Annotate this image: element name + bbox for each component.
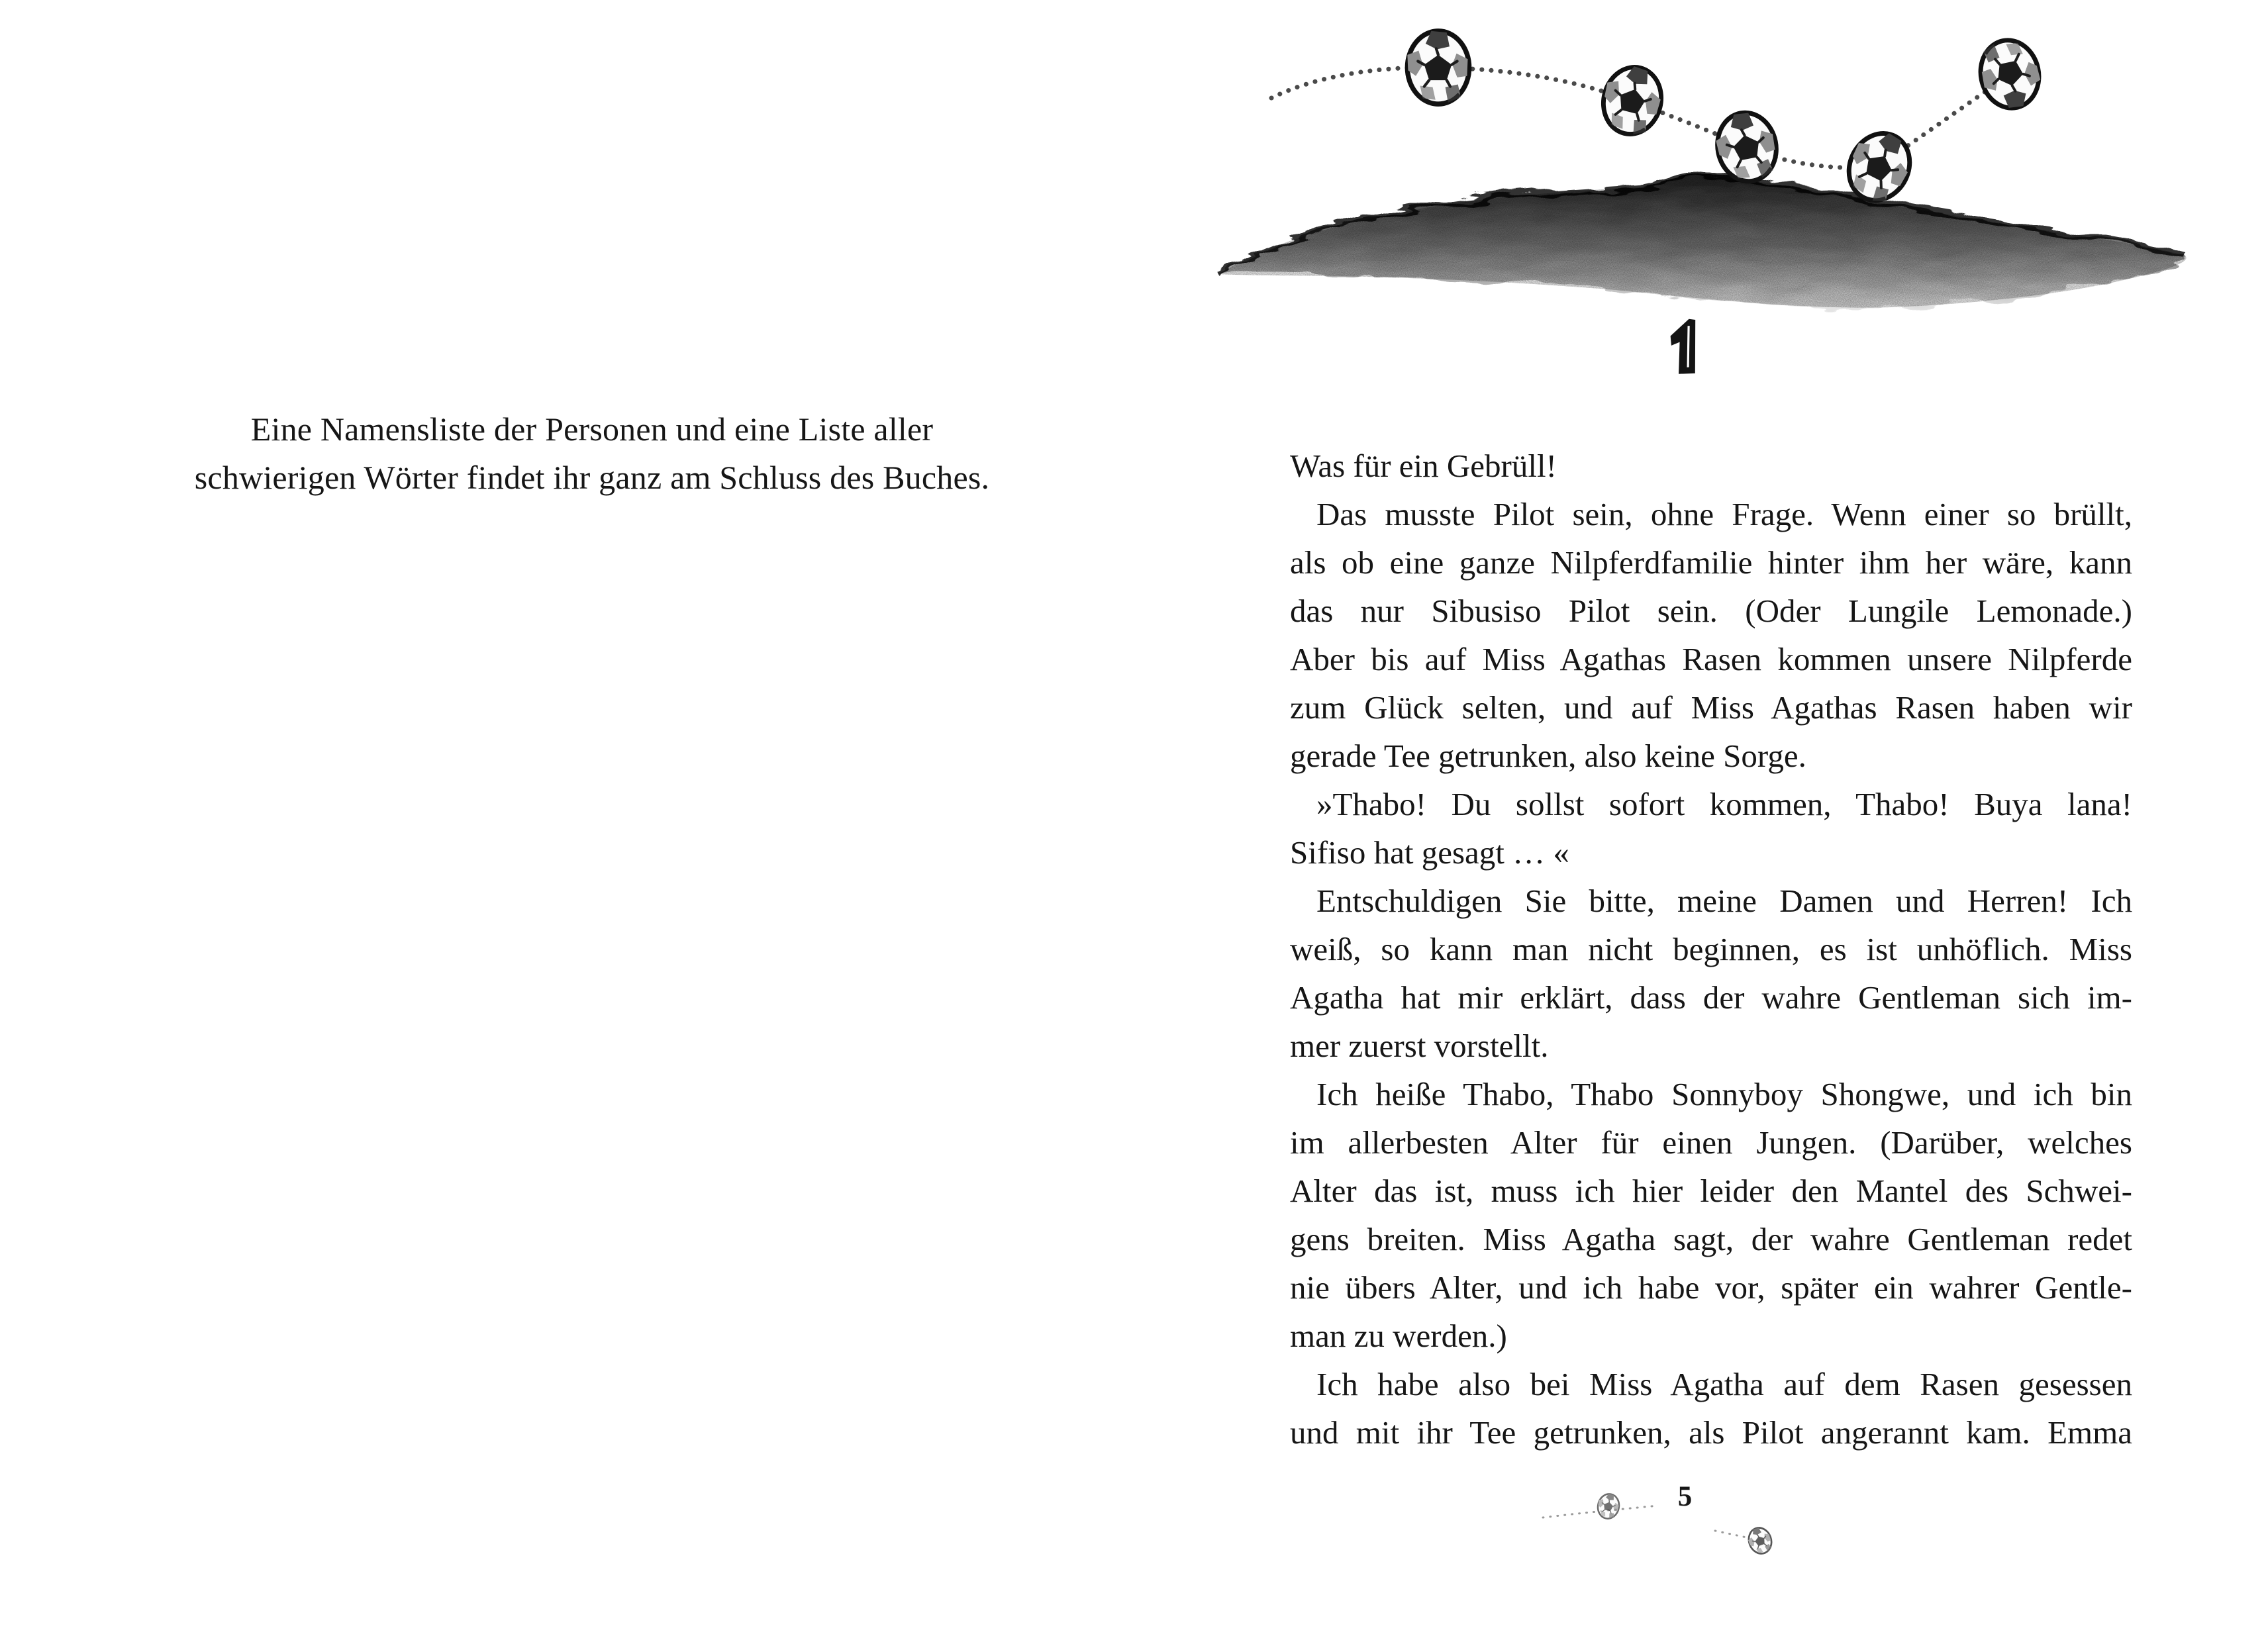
chapter-text	[1290, 442, 2132, 1457]
text-line: Eine Namensliste der Personen und eine Liste aller	[250, 410, 934, 448]
paragraph	[1290, 780, 2132, 877]
paragraph	[1290, 490, 2132, 780]
page-number: 5	[1677, 1481, 1693, 1512]
small-soccer-ball-icon	[1746, 1525, 1775, 1557]
text-line: als ob eine ganze Nilpferdfamilie hinter ihm her wäre, kann	[1290, 544, 2132, 581]
text-line: und mit ihr Tee getrunken, als Pilot angerannt kam. Emma	[1290, 1414, 2132, 1451]
text-line: gens breiten. Miss Agatha sagt, der wahre Gentleman redet	[1290, 1221, 2132, 1257]
text-line: im allerbesten Alter für einen Jungen. (Darüber, welches	[1290, 1124, 2132, 1161]
text-line: Das musste Pilot sein, ohne Frage. Wenn einer so brüllt,	[1316, 496, 2132, 532]
text-line: nie übers Alter, und ich habe vor, später ein wahrer Gentle-	[1290, 1269, 2132, 1306]
soccer-ball-icon	[1975, 35, 2046, 114]
text-line: Was für ein Gebrüll!	[1290, 448, 1557, 484]
text-line: »Thabo! Du sollst sofort kommen, Thabo! Buya lana!	[1316, 786, 2132, 822]
small-soccer-ball-icon	[1596, 1492, 1622, 1520]
text-line: Entschuldigen Sie bitte, meine Damen und Herren! Ich	[1316, 883, 2132, 919]
text-line: zum Glück selten, und auf Miss Agathas Rasen haben wir	[1290, 689, 2132, 726]
soccer-ball-icon	[1597, 61, 1668, 140]
text-line: Ich habe also bei Miss Agatha auf dem Rasen gesessen	[1316, 1366, 2132, 1402]
text-line: Alter das ist, muss ich hier leider den Mantel des Schwei-	[1290, 1173, 2132, 1209]
text-line: mer zuerst vorstellt.	[1290, 1028, 1549, 1064]
soccer-ball-icon	[1407, 31, 1469, 104]
text-line: gerade Tee getrunken, also keine Sorge.	[1290, 738, 1806, 774]
paragraph	[1290, 1360, 2132, 1457]
text-line: schwierigen Wörter findet ihr ganz am Schluss des Buches.	[194, 459, 990, 496]
ink-wash-hill	[1218, 174, 2187, 308]
bouncing-soccer-balls-illustration	[1205, 0, 2265, 318]
text-line: Aber bis auf Miss Agathas Rasen kommen unsere Nilpferde	[1290, 641, 2132, 677]
paragraph	[1290, 1070, 2132, 1360]
text-line: man zu werden.)	[1290, 1318, 1507, 1354]
text-line: Ich heiße Thabo, Thabo Sonnyboy Shongwe, und ich bin	[1316, 1076, 2132, 1112]
text-line: weiß, so kann man nicht beginnen, es ist unhöflich. Miss	[1290, 931, 2132, 967]
paragraph	[1290, 442, 2132, 490]
paragraph	[1290, 877, 2132, 1070]
text-line: Sifiso hat gesagt … «	[1290, 834, 1569, 871]
front-matter-note	[162, 405, 1022, 502]
text-line: das nur Sibusiso Pilot sein. (Oder Lungile Lemonade.)	[1290, 593, 2132, 629]
text-line: Agatha hat mir erklärt, dass der wahre Gentleman sich im-	[1290, 979, 2132, 1016]
